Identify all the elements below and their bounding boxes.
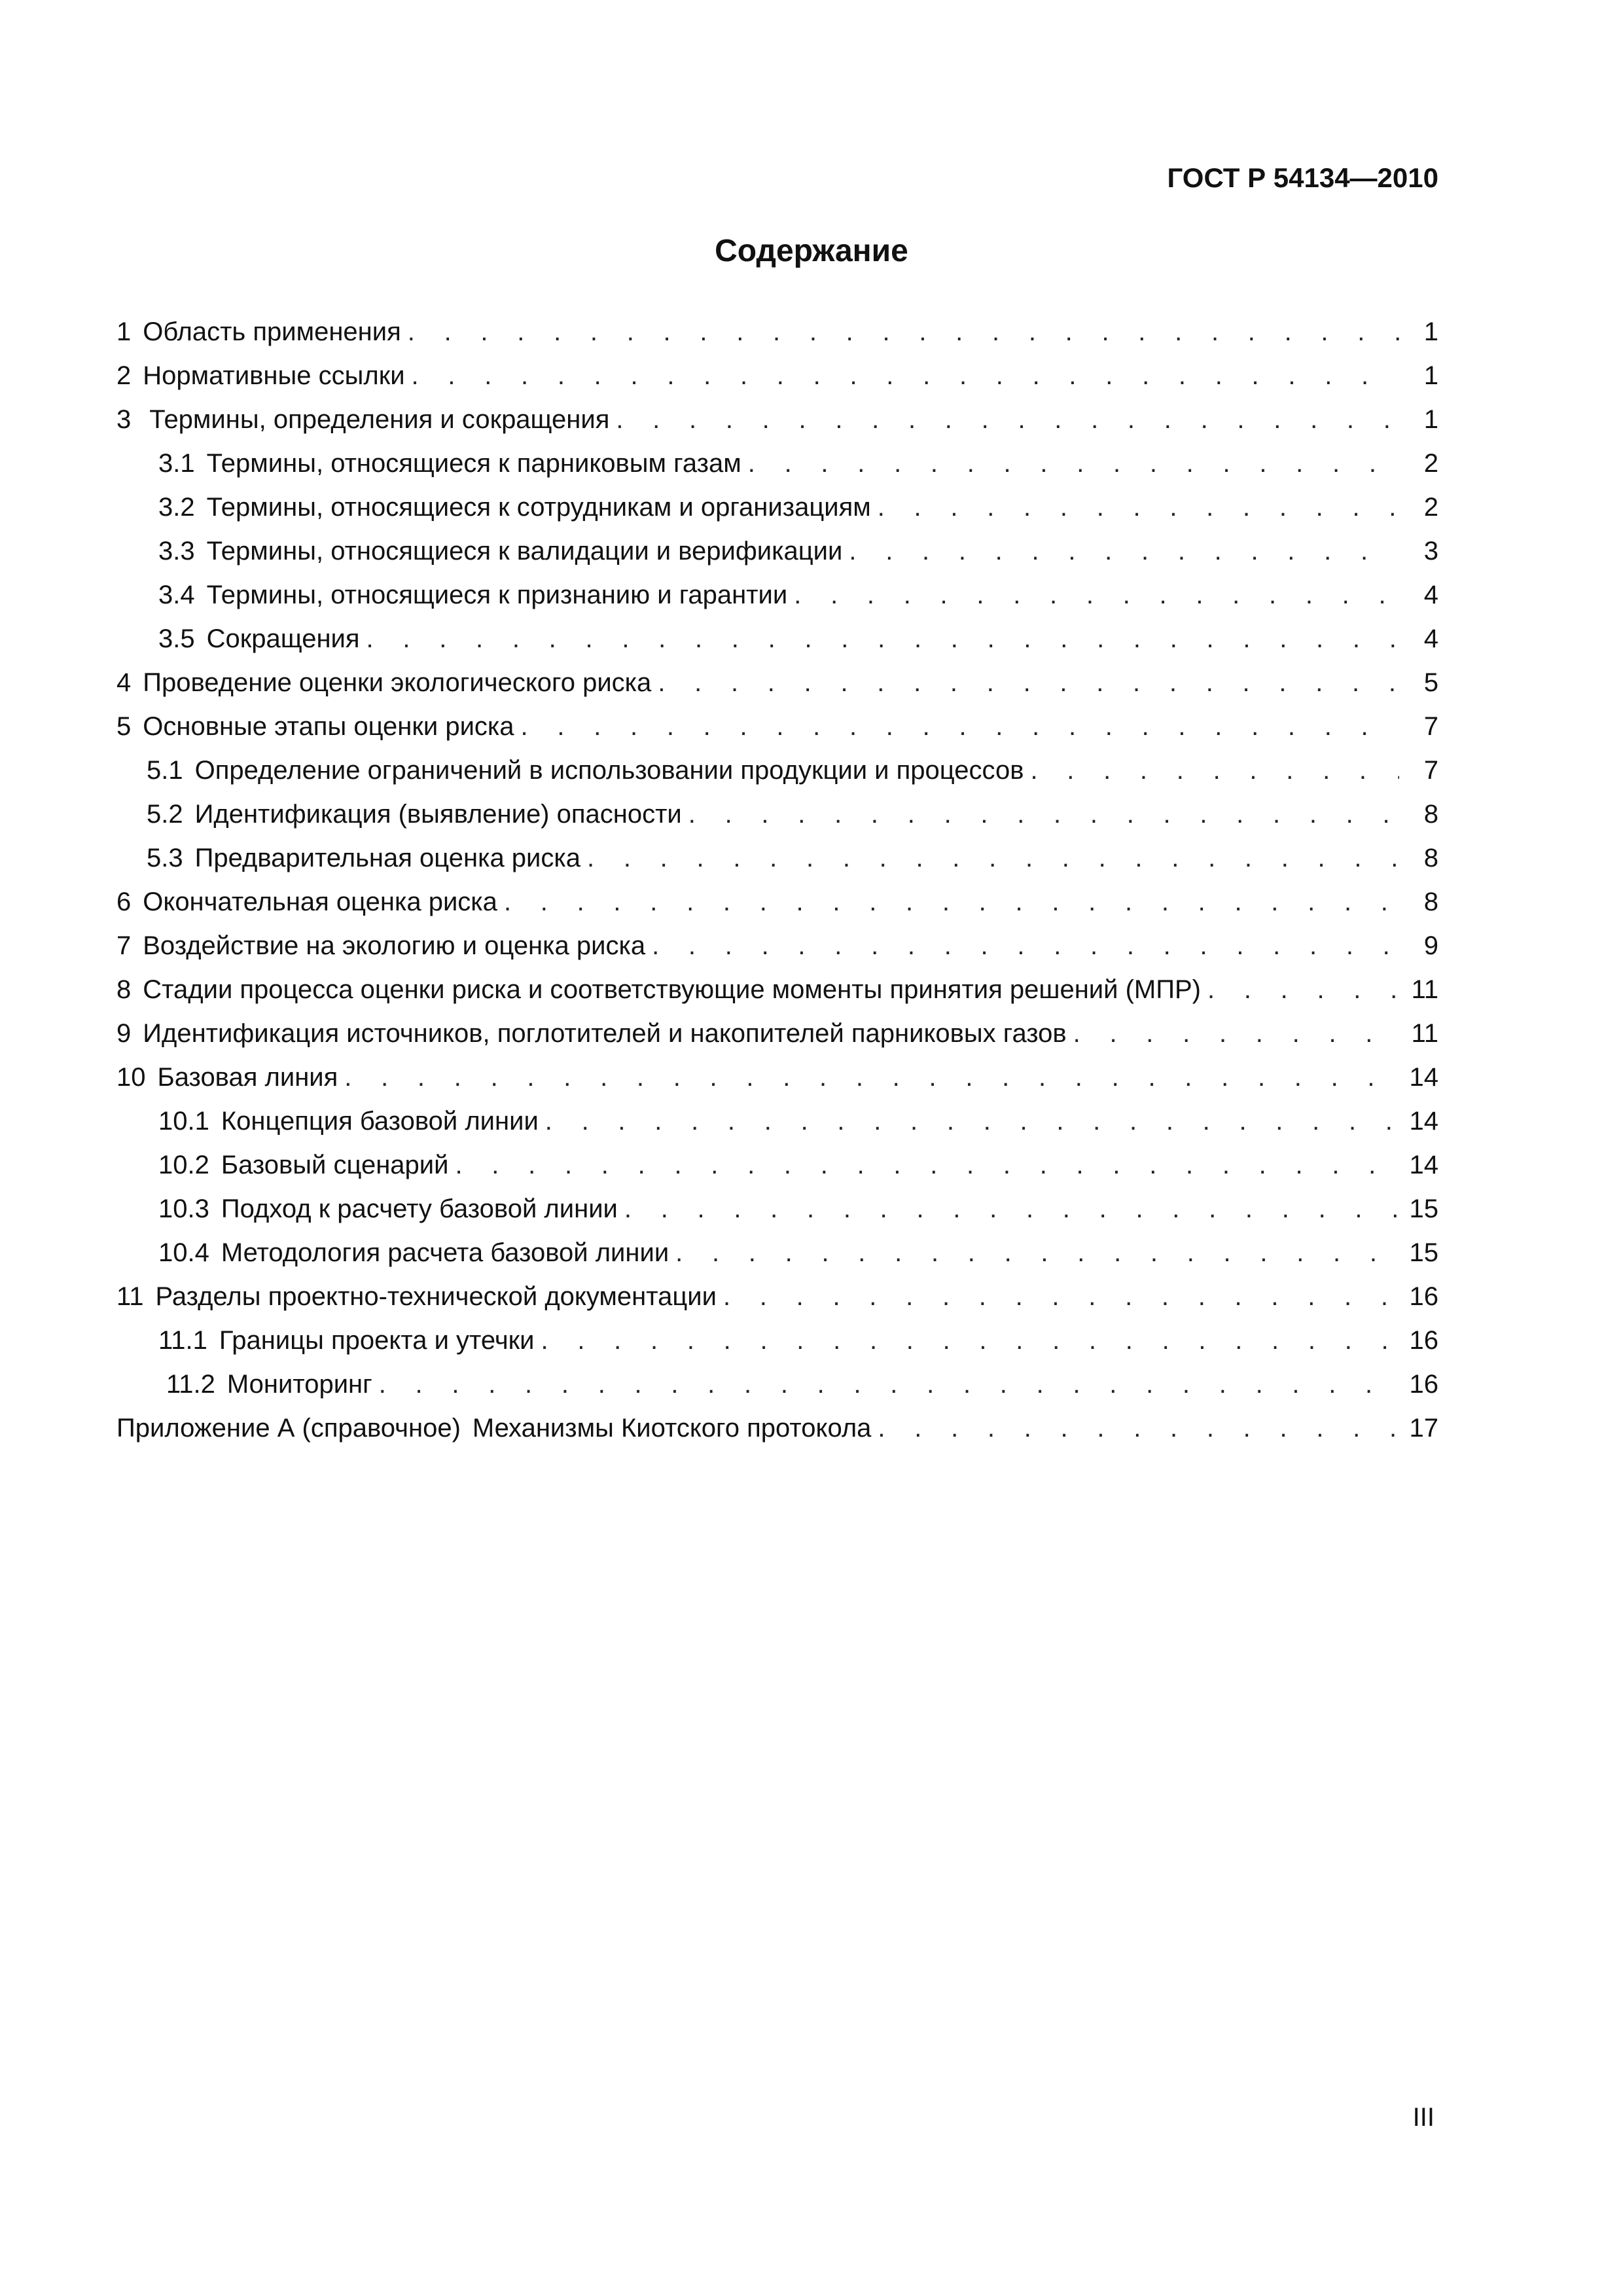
toc-entry-number: 3.1: [158, 449, 195, 478]
toc-entry[interactable]: [116, 924, 1438, 968]
toc-entry-number: 10: [116, 1063, 146, 1092]
toc-leader-dots: [408, 310, 1399, 354]
toc-entry-page: 16: [1409, 1370, 1438, 1399]
toc-leader-dots: [1207, 968, 1399, 1012]
toc-entry-title: Идентификация источников, поглотителей и накопителей парниковых газов: [143, 1019, 1067, 1048]
toc-entry-number: 10.1: [158, 1107, 209, 1136]
toc-leader-dots: [624, 1187, 1399, 1231]
toc-entry-text: [116, 924, 645, 968]
toc-entry-text: [116, 1275, 717, 1319]
toc-entry-title: Проведение оценки экологического риска: [143, 668, 652, 697]
toc-entry-text: [158, 573, 787, 617]
toc-entry[interactable]: [116, 486, 1438, 529]
toc-entry[interactable]: [116, 793, 1438, 836]
toc-entry[interactable]: [116, 1319, 1438, 1363]
toc-entry-text: [158, 529, 842, 573]
toc-entry-number: 10.2: [158, 1151, 209, 1179]
toc-entry-title: Термины, относящиеся к признанию и гарантии: [206, 581, 788, 609]
toc-entry[interactable]: [116, 1100, 1438, 1143]
toc-entry-page: 7: [1423, 712, 1438, 741]
toc-entry-page: 17: [1409, 1414, 1438, 1443]
toc-entry-title: Нормативные ссылки: [143, 361, 405, 390]
toc-leader-dots: [794, 573, 1399, 617]
toc-entry-number: 5.3: [147, 844, 183, 872]
toc-entry-title: Базовый сценарий: [221, 1151, 449, 1179]
toc-entry-page: 8: [1423, 844, 1438, 872]
toc-entry-text: [147, 836, 580, 880]
toc-entry-text: [116, 354, 405, 398]
toc-entry[interactable]: [116, 1407, 1438, 1450]
toc-entry-title: Основные этапы оценки риска: [143, 712, 514, 741]
toc-entry[interactable]: [116, 705, 1438, 749]
toc-entry-text: [158, 442, 741, 486]
toc-entry-title: Методология расчета базовой линии: [221, 1238, 669, 1267]
toc-entry-title: Стадии процесса оценки риска и соответствующие моменты принятия решений (МПР): [143, 975, 1201, 1004]
toc-entry-title: Термины, относящиеся к валидации и верификации: [206, 537, 843, 565]
toc-entry-page: 14: [1409, 1107, 1438, 1136]
toc-entry-title: Идентификация (выявление) опасности: [194, 800, 682, 829]
toc-leader-dots: [675, 1231, 1399, 1275]
toc-entry[interactable]: [116, 1231, 1438, 1275]
toc-entry-number: 8: [116, 975, 132, 1004]
toc-leader-dots: [366, 617, 1399, 661]
toc-leader-dots: [541, 1319, 1399, 1363]
toc-entry-title: Предварительная оценка риска: [194, 844, 581, 872]
toc-entry-title: Область применения: [143, 317, 401, 346]
toc-entry-number: 4: [116, 668, 132, 697]
toc-entry-page: 2: [1423, 449, 1438, 478]
toc-entry-page: 7: [1423, 756, 1438, 785]
toc-entry-text: [158, 486, 871, 529]
toc-entry[interactable]: [116, 398, 1438, 442]
toc-entry[interactable]: [116, 529, 1438, 573]
toc-entry-number: 3: [116, 405, 132, 434]
toc-leader-dots: [688, 793, 1399, 836]
toc-entry-title: Границы проекта и утечки: [219, 1326, 535, 1355]
toc-entry-number: 11: [116, 1282, 144, 1311]
toc-entry-title: Термины, относящиеся к сотрудникам и организациям: [206, 493, 871, 522]
toc-entry-text: [116, 1012, 1067, 1056]
toc-entry[interactable]: [116, 1187, 1438, 1231]
toc-leader-dots: [379, 1363, 1399, 1407]
toc-entry-title: Определение ограничений в использовании продукции и процессов: [194, 756, 1024, 785]
toc-entry[interactable]: [116, 1056, 1438, 1100]
toc-entry-number: 5.1: [147, 756, 183, 785]
toc-entry-text: [116, 968, 1201, 1012]
toc-entry-text: [166, 1363, 372, 1407]
toc-entry-number: 1: [116, 317, 132, 346]
toc-entry[interactable]: [116, 1143, 1438, 1187]
toc-entry-title: Механизмы Киотского протокола: [472, 1414, 872, 1443]
toc-entry-text: [158, 1231, 669, 1275]
toc-title: Содержание: [715, 234, 908, 268]
toc-entry-text: [116, 1056, 338, 1100]
toc-leader-dots: [723, 1275, 1399, 1319]
toc-leader-dots: [455, 1143, 1399, 1187]
toc-entry-page: 16: [1409, 1326, 1438, 1355]
toc-entry[interactable]: [116, 661, 1438, 705]
page-number: III: [1412, 2103, 1435, 2132]
toc-entry-text: [116, 310, 401, 354]
toc-entry-number: 5: [116, 712, 132, 741]
toc-leader-dots: [412, 354, 1399, 398]
toc-entry-text: [116, 1407, 871, 1450]
toc-entry-text: [147, 749, 1024, 793]
toc-entry-title: Подход к расчету базовой линии: [221, 1194, 618, 1223]
toc-entry-page: 16: [1409, 1282, 1438, 1311]
toc-leader-dots: [878, 486, 1399, 529]
toc-entry-number: 11.1: [158, 1326, 207, 1355]
toc-entry-page: 2: [1423, 493, 1438, 522]
toc-entry[interactable]: [116, 1012, 1438, 1056]
toc-leader-dots: [545, 1100, 1399, 1143]
toc-leader-dots: [504, 880, 1399, 924]
toc-entry-text: [116, 705, 514, 749]
toc-entry-number: 11.2: [166, 1370, 215, 1399]
toc-entry[interactable]: [116, 617, 1438, 661]
toc-entry-number: 10.4: [158, 1238, 209, 1267]
toc-entry[interactable]: [116, 310, 1438, 354]
toc-entry-page: 15: [1409, 1194, 1438, 1223]
toc-entry-text: [116, 398, 609, 442]
toc-entry-number: 7: [116, 931, 132, 960]
toc-entry-number: 3.2: [158, 493, 195, 522]
toc-entry-number: 5.2: [147, 800, 183, 829]
toc-entry[interactable]: [116, 749, 1438, 793]
toc-entry-page: 1: [1423, 361, 1438, 390]
toc-entry-text: [158, 1143, 448, 1187]
toc-entry-number: 10.3: [158, 1194, 209, 1223]
toc-leader-dots: [1073, 1012, 1399, 1056]
toc-entry-title: Концепция базовой линии: [221, 1107, 539, 1136]
toc-entry-page: 5: [1423, 668, 1438, 697]
toc-entry-title: Сокращения: [206, 624, 360, 653]
toc-entry-text: [158, 1100, 539, 1143]
toc-entry[interactable]: [116, 836, 1438, 880]
document-code: ГОСТ Р 54134—2010: [1167, 162, 1438, 193]
toc-entry-text: [147, 793, 682, 836]
toc-leader-dots: [587, 836, 1399, 880]
toc-entry-title: Термины, относящиеся к парниковым газам: [206, 449, 741, 478]
toc-entry-title: Термины, определения и сокращения: [149, 405, 610, 434]
toc-entry-page: 14: [1409, 1063, 1438, 1092]
toc-entry-page: 4: [1423, 581, 1438, 609]
table-of-contents: [116, 310, 1438, 1450]
toc-entry-title: Разделы проектно-технической документации: [155, 1282, 717, 1311]
toc-leader-dots: [849, 529, 1399, 573]
toc-entry-text: [158, 1319, 535, 1363]
toc-entry-page: 8: [1423, 888, 1438, 916]
toc-leader-dots: [344, 1056, 1399, 1100]
toc-entry-page: 8: [1423, 800, 1438, 829]
toc-leader-dots: [1030, 749, 1399, 793]
toc-entry-text: [158, 617, 360, 661]
toc-entry-page: 1: [1423, 405, 1438, 434]
toc-leader-dots: [878, 1407, 1399, 1450]
toc-entry[interactable]: [116, 880, 1438, 924]
toc-entry-page: 14: [1409, 1151, 1438, 1179]
toc-entry-page: 3: [1423, 537, 1438, 565]
toc-entry-page: 11: [1411, 975, 1438, 1004]
toc-entry-page: 11: [1411, 1019, 1438, 1048]
toc-entry[interactable]: [116, 1275, 1438, 1319]
toc-entry-number: 3.3: [158, 537, 195, 565]
toc-leader-dots: [748, 442, 1399, 486]
toc-entry-number: 2: [116, 361, 132, 390]
toc-entry-number: Приложение А (справочное): [116, 1414, 461, 1443]
toc-entry-title: Окончательная оценка риска: [143, 888, 497, 916]
toc-entry-page: 15: [1409, 1238, 1438, 1267]
toc-entry-number: 9: [116, 1019, 132, 1048]
toc-leader-dots: [616, 398, 1399, 442]
toc-entry[interactable]: [116, 442, 1438, 486]
toc-entry-number: 3.4: [158, 581, 195, 609]
toc-entry[interactable]: [116, 968, 1438, 1012]
toc-entry-text: [116, 661, 651, 705]
toc-leader-dots: [658, 661, 1399, 705]
toc-entry-page: 4: [1423, 624, 1438, 653]
toc-entry[interactable]: [116, 354, 1438, 398]
toc-entry[interactable]: [116, 573, 1438, 617]
toc-entry-text: [158, 1187, 618, 1231]
toc-leader-dots: [521, 705, 1399, 749]
toc-entry[interactable]: [116, 1363, 1438, 1407]
toc-entry-page: 9: [1423, 931, 1438, 960]
toc-entry-number: 6: [116, 888, 132, 916]
toc-entry-number: 3.5: [158, 624, 195, 653]
toc-entry-title: Мониторинг: [226, 1370, 372, 1399]
toc-entry-page: 1: [1423, 317, 1438, 346]
toc-leader-dots: [652, 924, 1399, 968]
toc-entry-text: [116, 880, 497, 924]
toc-entry-title: Воздействие на экологию и оценка риска: [143, 931, 646, 960]
toc-entry-title: Базовая линия: [157, 1063, 338, 1092]
